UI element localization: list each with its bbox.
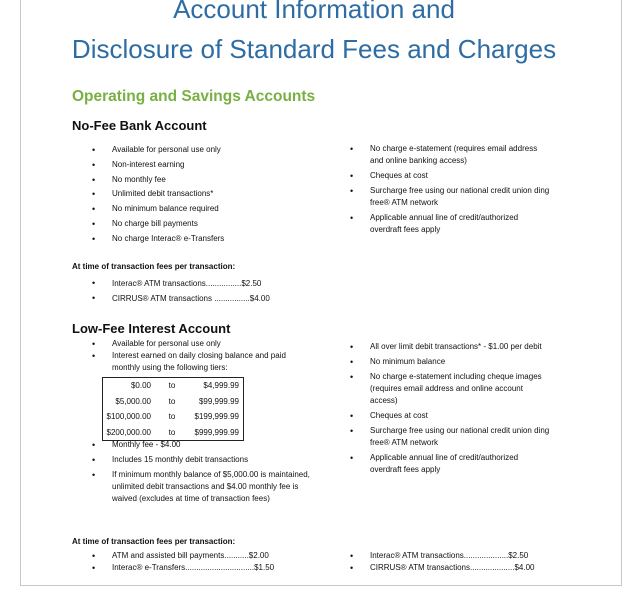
list-item: • Applicable annual line of credit/authorized overdraft fees apply (350, 452, 550, 476)
table-row (103, 409, 244, 425)
list-item: • ATM and assisted bill payments...........$2.00 (92, 550, 312, 562)
list-item: • Non-interest earning (92, 158, 272, 173)
list-item: • Includes 15 monthly debit transactions (92, 454, 314, 466)
table-row (103, 378, 244, 394)
list-item: • Applicable annual line of credit/authorized overdraft fees apply (350, 212, 550, 236)
tier-upto: $99,999.99 (198, 396, 239, 406)
no-fee-heading: No-Fee Bank Account (72, 118, 207, 133)
low-fee-heading: Low-Fee Interest Account (72, 321, 231, 336)
list-item: • No charge e-statement (requires email address and online banking access) (350, 143, 550, 167)
tier-to: to (168, 381, 176, 391)
list-item: • Available for personal use only (92, 143, 272, 158)
no-fee-right-list (350, 143, 550, 236)
list-item: • Available for personal use only (92, 338, 312, 350)
low-fee-right-list (350, 341, 550, 476)
list-item: • No charge bill payments (92, 217, 272, 232)
list-item: • CIRRUS® ATM transactions....................$4.00 (350, 562, 570, 574)
list-item: • Interac® e-Transfers...............................$1.50 (92, 562, 312, 574)
low-fee-left-list-top (92, 338, 312, 374)
list-item: • No charge e-statement including cheque images (requires email address and online account access) (350, 371, 550, 407)
list-item: • If minimum monthly balance of $5,000.00 is maintained, unlimited debit transactions and $4.00 monthly fee is waived (excludes at time of transaction fees) (92, 469, 314, 505)
section-heading: Operating and Savings Accounts (72, 88, 316, 105)
page-title-line-1: Account Information and (173, 0, 455, 24)
list-item: • Interac® ATM transactions....................$2.50 (350, 550, 570, 562)
list-item: • Surcharge free using our national credit union ding free® ATM network (350, 425, 550, 449)
list-item: • Cheques at cost (350, 410, 550, 422)
tier-upto: $4,999.99 (203, 381, 239, 391)
low-fee-fees-left (92, 550, 312, 574)
table-row (103, 394, 244, 410)
tier-from: $100,000.00 (106, 412, 151, 422)
low-fee-fees-right (350, 550, 570, 574)
interest-tier-table (102, 377, 244, 441)
tier-to: to (168, 412, 176, 422)
tier-to: to (168, 427, 176, 437)
tier-to: to (168, 396, 176, 406)
tier-upto: $199,999.99 (194, 412, 239, 422)
low-fee-left-list-bottom (92, 439, 314, 505)
list-item: • All over limit debit transactions* - $1.00 per debit (350, 341, 550, 353)
list-item: • Monthly fee - $4.00 (92, 439, 314, 451)
list-item: • Cheques at cost (350, 170, 550, 182)
list-item: • Surcharge free using our national credit union ding free® ATM network (350, 185, 550, 209)
list-item: • No charge Interac® e-Transfers (92, 232, 272, 247)
list-item: • No minimum balance required (92, 202, 272, 217)
list-item: • Interac® ATM transactions................$2.50 (92, 276, 312, 291)
tier-from: $5,000.00 (115, 396, 151, 406)
page-title-line-2: Disclosure of Standard Fees and Charges (71, 34, 557, 64)
list-item: • CIRRUS® ATM transactions ................$4.00 (92, 291, 312, 306)
list-item: • No minimum balance (350, 356, 550, 368)
list-item: • Interest earned on daily closing balance and paid monthly using the following tiers: (92, 350, 312, 374)
list-item: • Unlimited debit transactions* (92, 187, 272, 202)
tier-from: $200,000.00 (106, 427, 151, 437)
tier-upto: $999,999.99 (194, 427, 239, 437)
low-fee-fees-heading: At time of transaction fees per transaction: (72, 537, 236, 546)
no-fee-fees-list (92, 276, 312, 306)
no-fee-fees-heading: At time of transaction fees per transaction: (72, 262, 236, 271)
no-fee-left-list (92, 143, 272, 247)
list-item: • No monthly fee (92, 173, 272, 188)
tier-from: $0.00 (130, 381, 151, 391)
